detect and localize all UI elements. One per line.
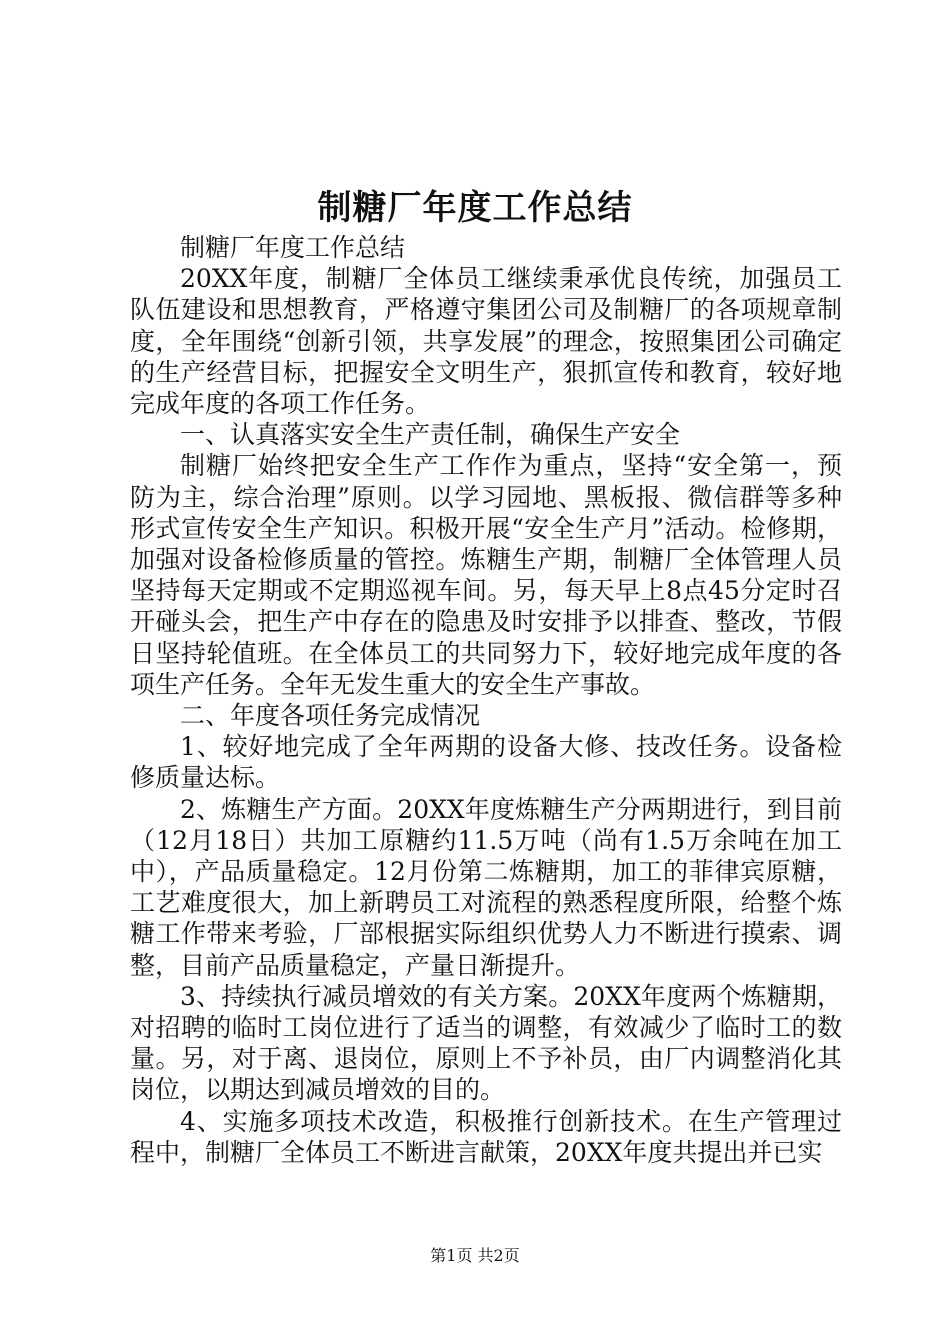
paragraph-item-1: 1、较好地完成了全年两期的设备大修、技改任务。设备检修质量达标。 (130, 732, 842, 793)
document-body (130, 232, 842, 1168)
section-heading-1: 一、认真落实安全生产责任制，确保生产安全 (180, 420, 681, 450)
paragraph-item-4: 4、实施多项技术改造，积极推行创新技术。在生产管理过程中，制糖厂全体员工不断进言献策，20XX年度共提出并已实 (130, 1106, 842, 1167)
paragraph-item-3: 3、持续执行减员增效的有关方案。20XX年度两个炼糖期，对招聘的临时工岗位进行了适当的调整，有效减少了临时工的数量。另，对于离、退岗位，原则上不予补员，由厂内调整消化其岗位，以期达到减员增效的目的。 (130, 981, 842, 1105)
paragraph-subtitle: 制糖厂年度工作总结 (180, 233, 406, 262)
paragraph-intro: 20XX年度，制糖厂全体员工继续秉承优良传统，加强员工队伍建设和思想教育，严格遵守集团公司及制糖厂的各项规章制度，全年围绕“创新引领，共享发展”的理念，按照集团公司确定的生产经营目标，把握安全文明生产，狠抓宣传和教育，较好地完成年度的各项工作任务。 (130, 264, 842, 419)
paragraph-safety: 制糖厂始终把安全生产工作作为重点，坚持“安全第一，预防为主，综合治理”原则。以学习园地、黑板报、微信群等多种形式宣传安全生产知识。积极开展“安全生产月”活动。检修期，加强对设备检修质量的管控。炼糖生产期，制糖厂全体管理人员坚持每天定期或不定期巡视车间。另，每天早上8点45分定时召开碰头会，把生产中存在的隐患及时安排予以排查、整改，节假日坚持轮值班。在全体员工的共同努力下，较好地完成年度的各项生产任务。全年无发生重大的安全生产事故。 (130, 451, 842, 699)
section-heading-2: 二、年度各项任务完成情况 (180, 701, 481, 731)
paragraph-item-2: 2、炼糖生产方面。20XX年度炼糖生产分两期进行，到目前（12月18日）共加工原糖约11.5万吨（尚有1.5万余吨在加工中），产品质量稳定。12月份第二炼糖期，加工的菲律宾原糖，工艺难度很大，加上新聘员工对流程的熟悉程度所限，给整个炼糖工作带来考验，厂部根据实际组织优势人力不断进行摸索、调整，目前产品质量稳定，产量日渐提升。 (130, 794, 842, 980)
document-title: 制糖厂年度工作总结 (317, 188, 633, 228)
page-footer: 第1页 共2页 (430, 1246, 520, 1265)
